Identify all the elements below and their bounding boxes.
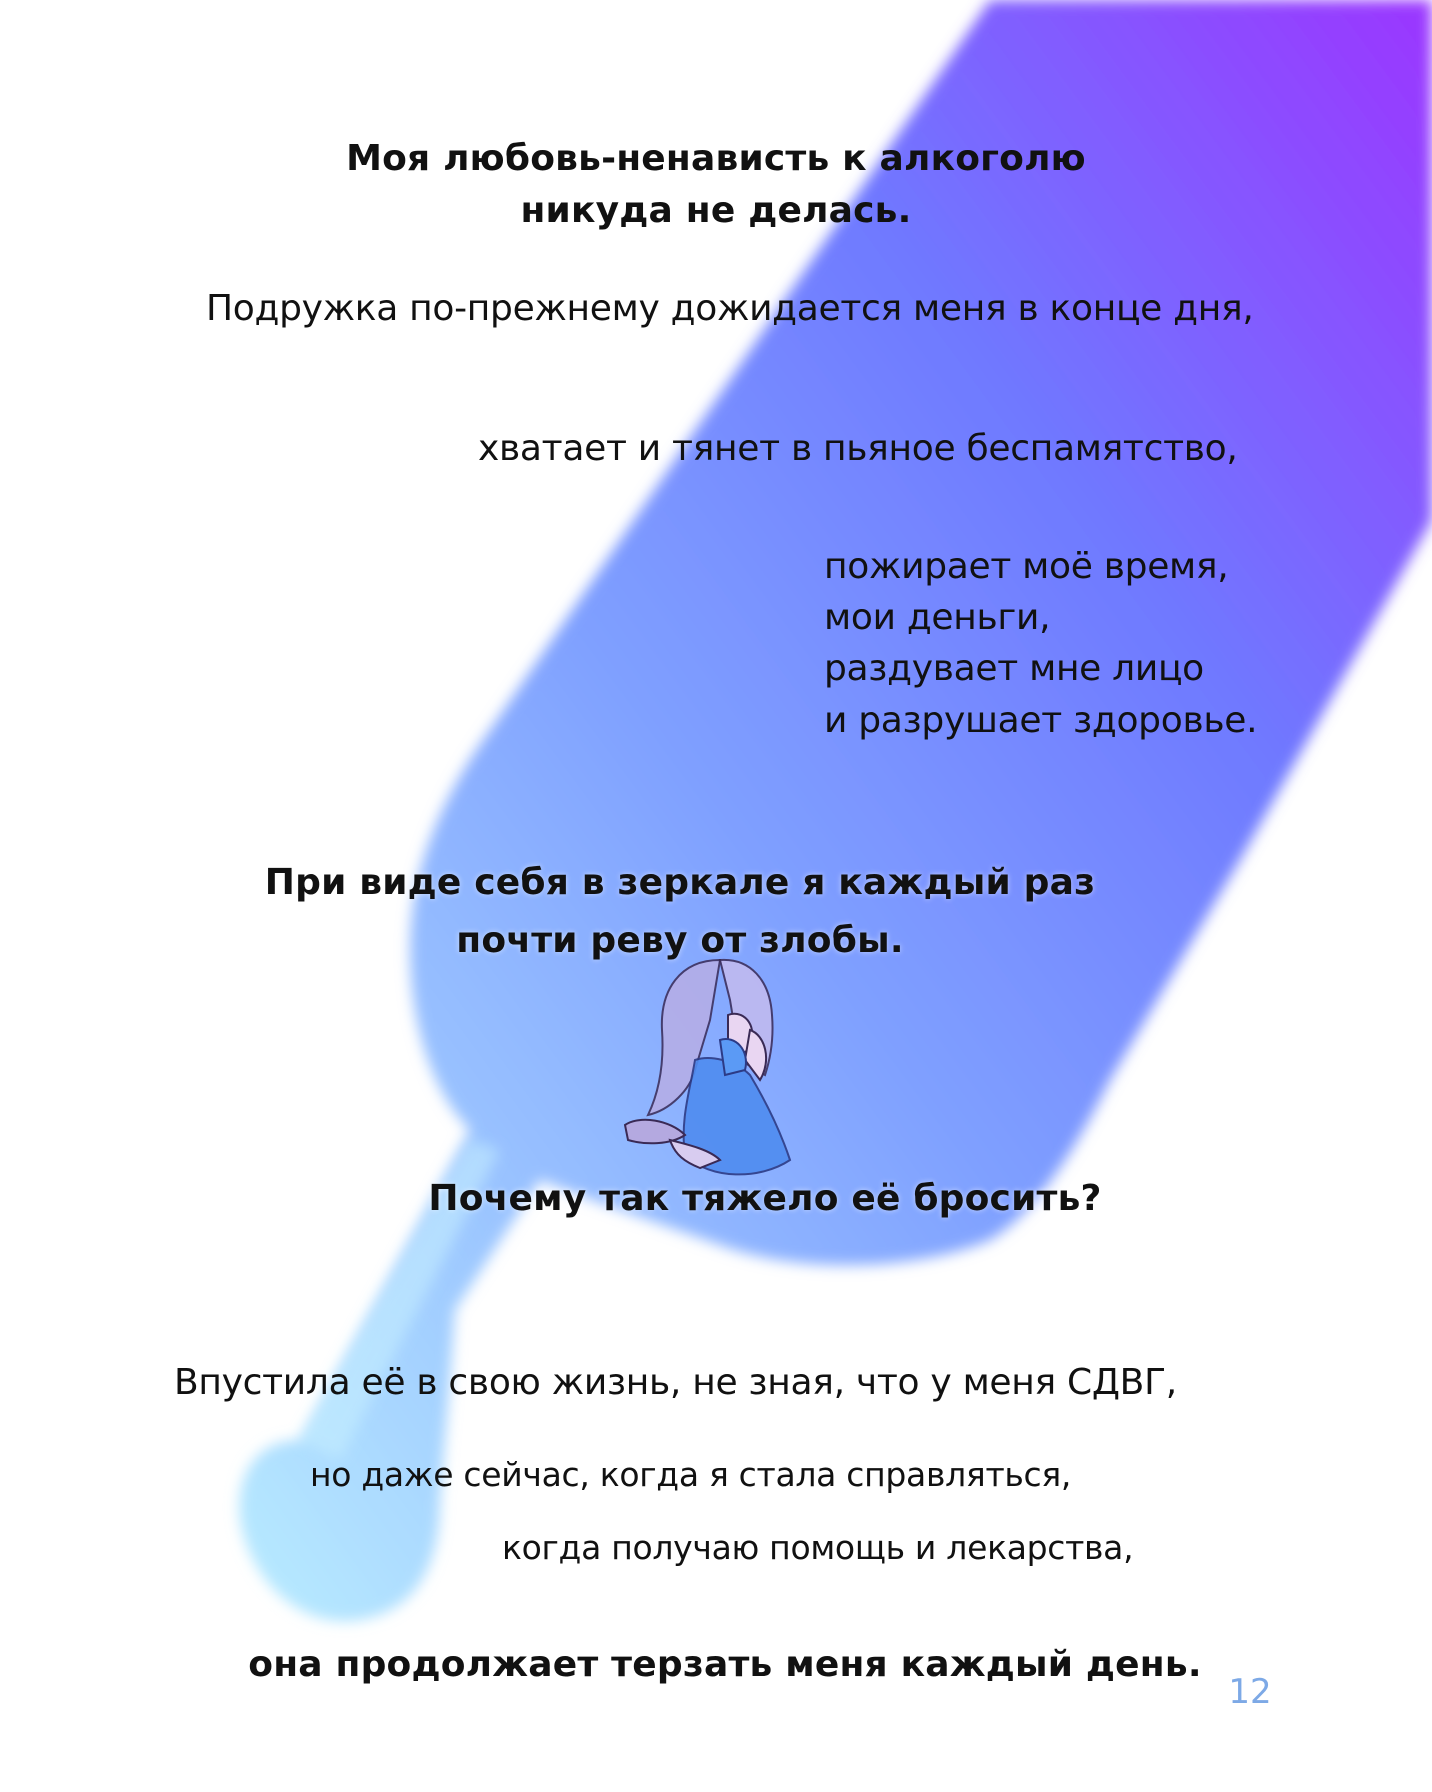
crying-girl-illustration [600,940,860,1200]
page-number: 12 [1228,1672,1272,1712]
eats-line-1: пожирает моё время, [824,546,1229,587]
adhd-line: Впустила её в свою жизнь, не зная, что у меня СДВГ, [174,1362,1177,1403]
grabs-line: хватает и тянет в пьяное беспамятство, [478,428,1238,469]
heading-line-2: никуда не делась. [520,190,912,231]
mirror-line-2: почти реву от злобы. [456,920,904,961]
eats-line-2: мои деньги, [824,597,1051,638]
friend-line: Подружка по-прежнему дожидается меня в конце дня, [206,288,1254,329]
help-line: когда получаю помощь и лекарства, [502,1528,1134,1567]
mirror-line-1: При виде себя в зеркале я каждый раз [264,862,1096,903]
question-line: Почему так тяжело её бросить? [428,1178,1102,1219]
eats-line-3: раздувает мне лицо [824,648,1204,689]
coping-line: но даже сейчас, когда я стала справляться, [310,1455,1072,1494]
heading-line-1: Моя любовь-ненависть к алкоголю [346,138,1086,179]
final-line: она продолжает терзать меня каждый день. [248,1644,1202,1685]
eats-line-4: и разрушает здоровье. [824,700,1258,741]
